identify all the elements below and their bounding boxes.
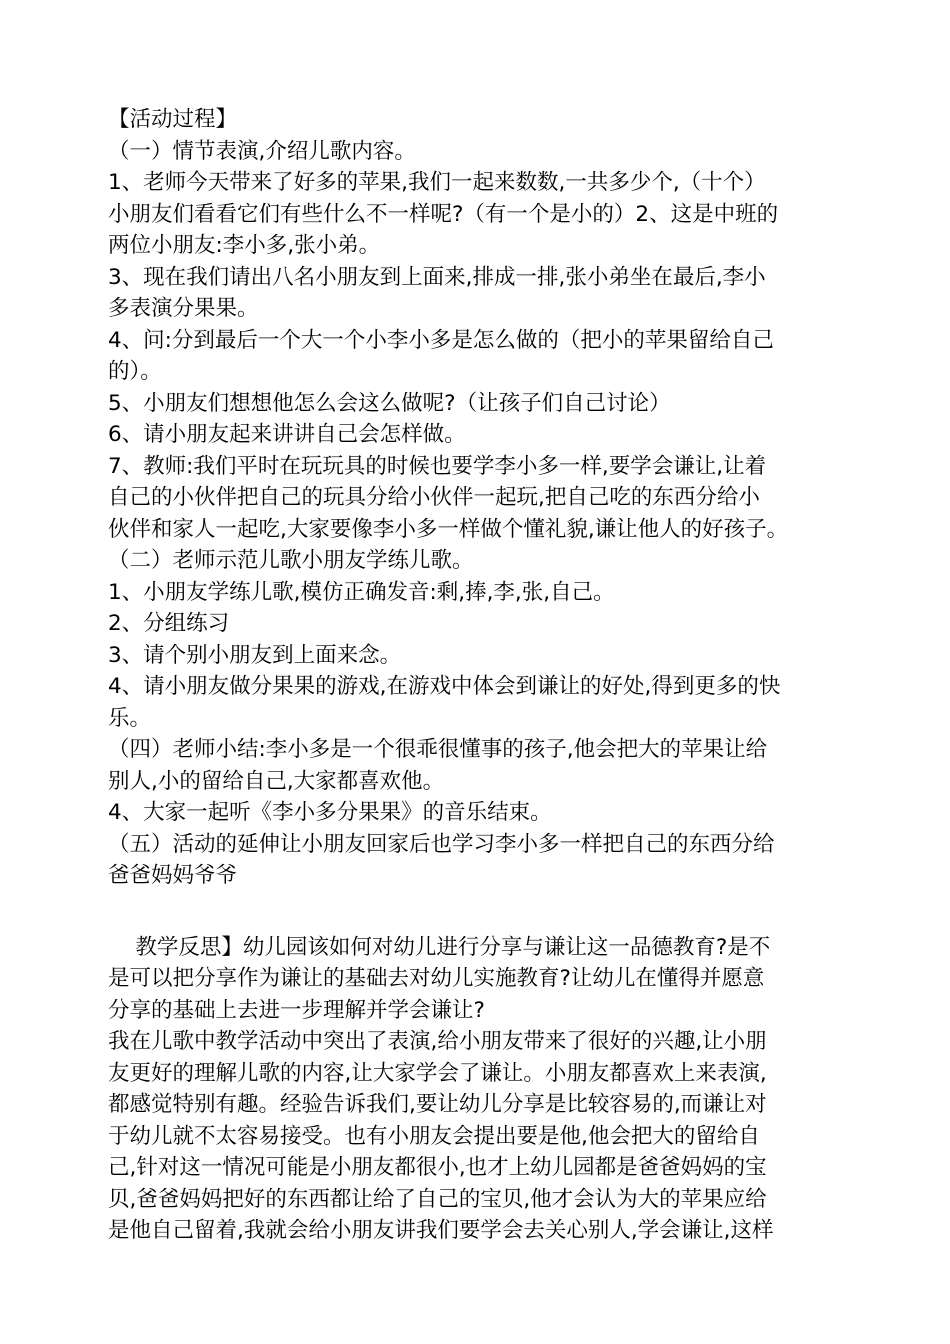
- teaching-reflection-section: [108, 932, 843, 1247]
- text-line: 己,针对这一情况可能是小朋友都很小,也才上幼儿园都是爸爸妈妈的宝: [108, 1155, 767, 1180]
- reflection-heading-line: 教学反思】幼儿园该如何对幼儿进行分享与谦让这一品德教育?是不: [108, 934, 771, 960]
- text-line: 小朋友们看看它们有些什么不一样呢?（有一个是小的）2、这是中班的: [108, 201, 779, 227]
- text-line: 都感觉特别有趣。经验告诉我们,要让幼儿分享是比较容易的,而谦让对: [108, 1092, 767, 1117]
- text-line: 1、老师今天带来了好多的苹果,我们一起来数数,一共多少个,（十个）: [108, 170, 766, 195]
- text-line: 两位小朋友:李小多,张小弟。: [108, 233, 381, 258]
- text-line: 2、分组练习: [108, 611, 230, 636]
- text-line: 别人,小的留给自己,大家都喜欢他。: [108, 768, 445, 794]
- text-line: 自己的小伙伴把自己的玩具分给小伙伴一起玩,把自己吃的东西分给小: [108, 485, 760, 510]
- text-line: 是可以把分享作为谦让的基础去对幼儿实施教育?让幼儿在懂得并愿意: [108, 966, 765, 991]
- text-line: 6、请小朋友起来讲讲自己会怎样做。: [108, 422, 466, 447]
- text-line: （四）老师小结:李小多是一个很乖很懂事的孩子,他会把大的苹果让给: [108, 737, 768, 762]
- text-line: 伙伴和家人一起吃,大家要像李小多一样做个懂礼貌,谦让他人的好孩子。: [108, 516, 789, 542]
- text-line: 4、问:分到最后一个大一个小李小多是怎么做的（把小的苹果留给自己: [108, 327, 774, 353]
- text-line: 爸爸妈妈爷爷: [108, 863, 238, 888]
- text-line: 多表演分果果。: [108, 296, 259, 321]
- text-line: 友更好的理解儿歌的内容,让大家学会了谦让。小朋友都喜欢上来表演,: [108, 1060, 767, 1086]
- text-line: 我在儿歌中教学活动中突出了表演,给小朋友带来了很好的兴趣,让小朋: [108, 1029, 767, 1054]
- activity-heading: 【活动过程】: [108, 107, 238, 132]
- document-body: [108, 104, 843, 1247]
- text-line: 分享的基础上去进一步理解并学会谦让?: [108, 997, 485, 1023]
- activity-process-section: [108, 104, 843, 892]
- text-line: 7、教师:我们平时在玩玩具的时候也要学李小多一样,要学会谦让,让着: [108, 453, 767, 479]
- text-line: 乐。: [108, 705, 152, 731]
- text-line: 是他自己留着,我就会给小朋友讲我们要学会去关心别人,学会谦让,这样: [108, 1218, 774, 1243]
- text-line: （一）情节表演,介绍儿歌内容。: [108, 138, 416, 164]
- text-line: 3、请个别小朋友到上面来念。: [108, 642, 402, 668]
- text-line: （二）老师示范儿歌小朋友学练儿歌。: [108, 548, 474, 573]
- text-line: 贝,爸爸妈妈把好的东西都让给了自己的宝贝,他才会认为大的苹果应给: [108, 1186, 767, 1212]
- text-line: 1、小朋友学练儿歌,模仿正确发音:剩,捧,李,张,自己。: [108, 579, 615, 605]
- text-line: 4、请小朋友做分果果的游戏,在游戏中体会到谦让的好处,得到更多的快: [108, 674, 781, 699]
- text-line: 3、现在我们请出八名小朋友到上面来,排成一排,张小弟坐在最后,李小: [108, 264, 766, 290]
- text-line: （五）活动的延伸让小朋友回家后也学习李小多一样把自己的东西分给: [108, 831, 775, 857]
- text-line: 4、大家一起听《李小多分果果》的音乐结束。: [108, 800, 552, 825]
- text-line: 的）。: [108, 359, 162, 384]
- text-line: 于幼儿就不太容易接受。也有小朋友会提出要是他,他会把大的留给自: [108, 1123, 760, 1149]
- text-line: 5、小朋友们想想他怎么会这么做呢?（让孩子们自己讨论）: [108, 390, 671, 416]
